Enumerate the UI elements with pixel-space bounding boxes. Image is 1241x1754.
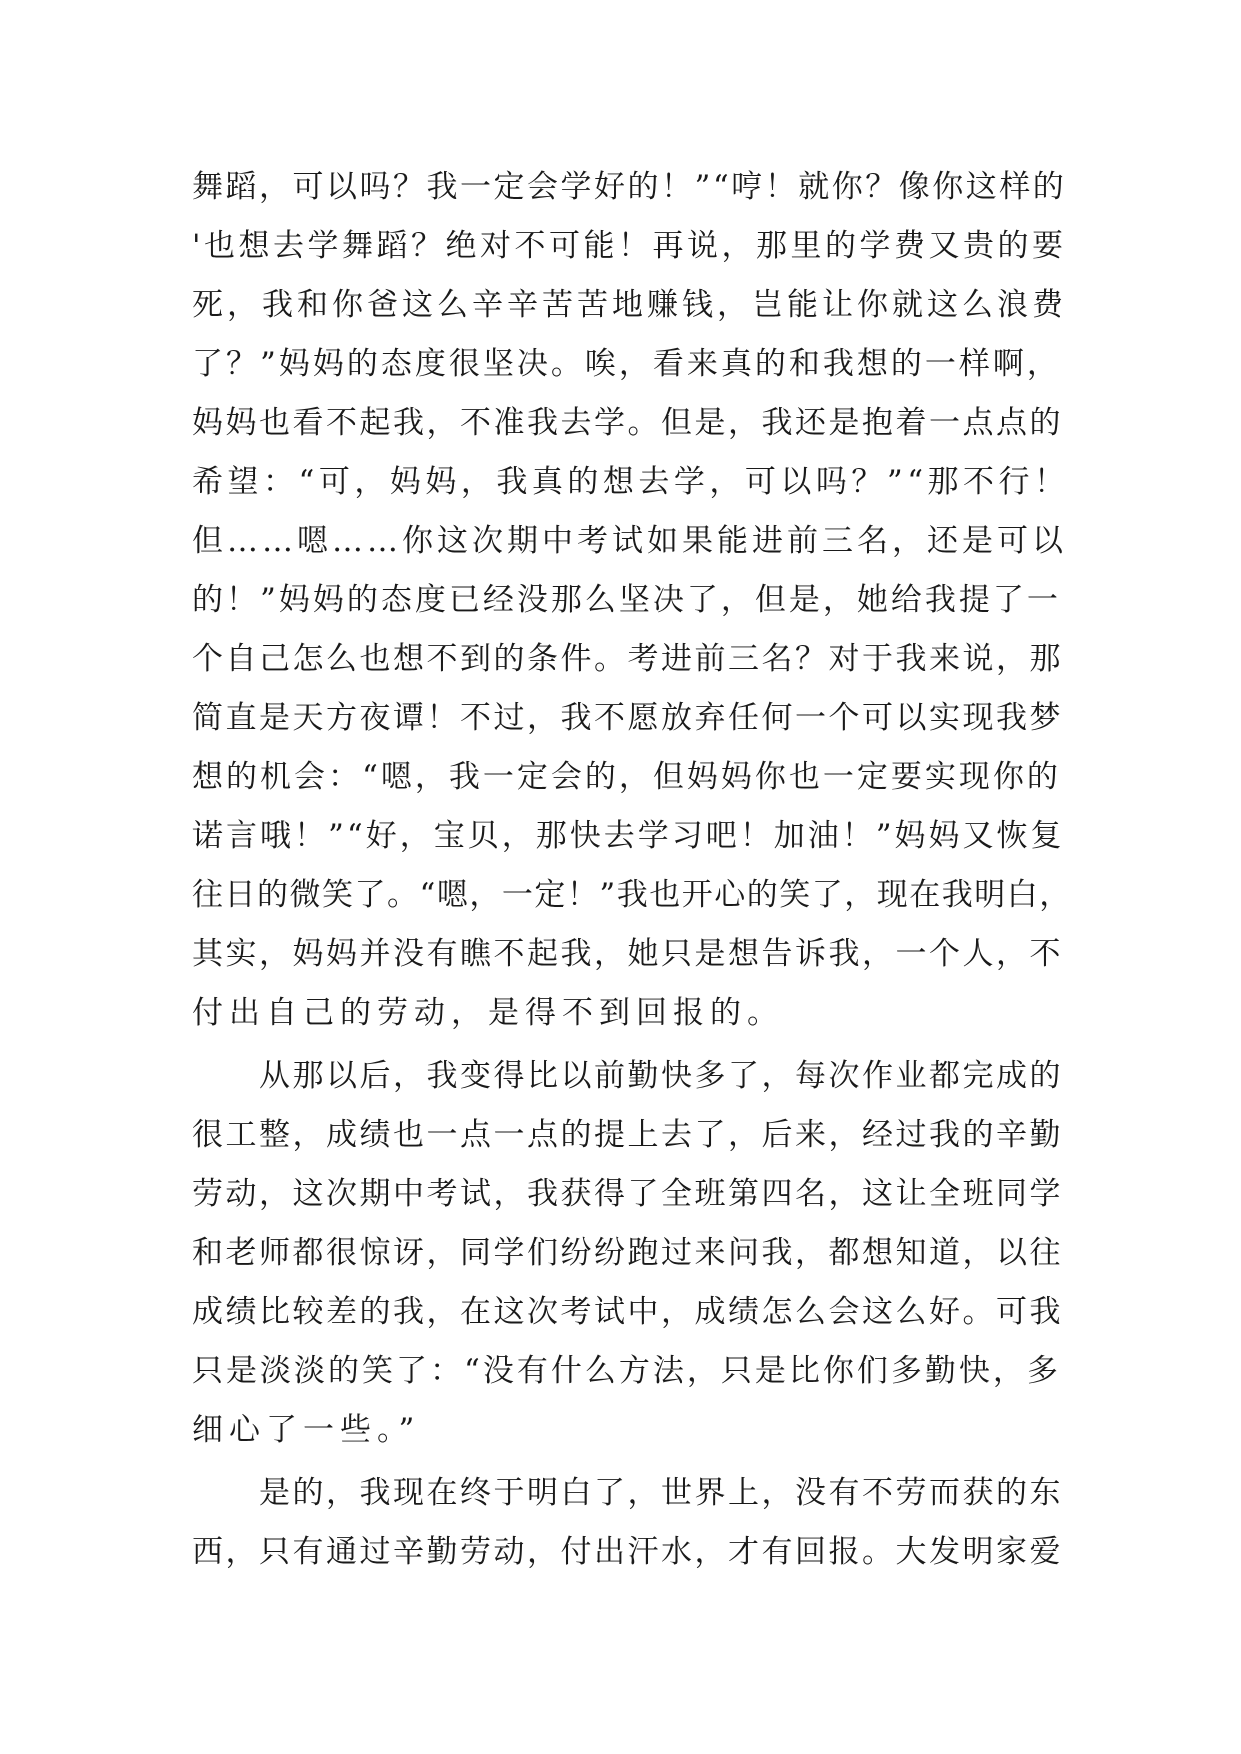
text-line-16: 从那以后，我变得比以前勤快多了，每次作业都完成的 bbox=[192, 1058, 1063, 1094]
text-line-17: 很工整，成绩也一点一点的提上去了，后来，经过我的辛勤 bbox=[192, 1117, 1063, 1153]
text-line-11: 想的机会：“嗯，我一定会的，但妈妈你也一定要实现你的 bbox=[192, 759, 1061, 795]
text-line-2: '也想去学舞蹈？绝对不可能！再说，那里的学费又贵的要 bbox=[192, 228, 1067, 264]
text-line-7: 但……嗯……你这次期中考试如果能进前三名，还是可以 bbox=[192, 523, 1067, 559]
text-line-20: 成绩比较差的我，在这次考试中，成绩怎么会这么好。可我 bbox=[192, 1294, 1063, 1330]
text-line-18: 劳动，这次期中考试，我获得了全班第四名，这让全班同学 bbox=[192, 1176, 1063, 1212]
text-line-5: 妈妈也看不起我，不准我去学。但是，我还是抱着一点点的 bbox=[192, 405, 1063, 441]
text-line-22: 细心了一些。” bbox=[192, 1412, 421, 1448]
text-line-6: 希望：“可，妈妈，我真的想去学，可以吗？”“那不行！ bbox=[192, 464, 1070, 500]
text-line-12: 诺言哦！”“好，宝贝，那快去学习吧！加油！”妈妈又恢复 bbox=[192, 818, 1065, 854]
text-line-15: 付出自己的劳动，是得不到回报的。 bbox=[192, 995, 784, 1031]
text-line-21: 只是淡淡的笑了：“没有什么方法，只是比你们多勤快，多 bbox=[192, 1353, 1061, 1389]
text-line-13: 往日的微笑了。“嗯，一定！”我也开心的笑了，现在我明白， bbox=[192, 877, 1072, 913]
text-line-23: 是的，我现在终于明白了，世界上，没有不劳而获的东 bbox=[192, 1475, 1063, 1511]
text-line-19: 和老师都很惊讶，同学们纷纷跑过来问我，都想知道，以往 bbox=[192, 1235, 1063, 1271]
text-line-10: 简直是天方夜谭！不过，我不愿放弃任何一个可以实现我梦 bbox=[192, 700, 1063, 736]
text-line-3: 死，我和你爸这么辛辛苦苦地赚钱，岂能让你就这么浪费 bbox=[192, 287, 1067, 323]
text-line-14: 其实，妈妈并没有瞧不起我，她只是想告诉我，一个人，不 bbox=[192, 936, 1063, 972]
text-line-9: 个自己怎么也想不到的条件。考进前三名？对于我来说，那 bbox=[192, 641, 1063, 677]
text-line-8: 的！”妈妈的态度已经没那么坚决了，但是，她给我提了一 bbox=[192, 582, 1061, 618]
text-line-24: 西，只有通过辛勤劳动，付出汗水，才有回报。大发明家爱 bbox=[192, 1534, 1063, 1570]
text-line-4: 了？”妈妈的态度很坚决。唉，看来真的和我想的一样啊， bbox=[192, 346, 1061, 382]
text-line-1: 舞蹈，可以吗？我一定会学好的！”“哼！就你？像你这样的 bbox=[192, 169, 1067, 205]
document-body bbox=[192, 158, 1072, 1582]
